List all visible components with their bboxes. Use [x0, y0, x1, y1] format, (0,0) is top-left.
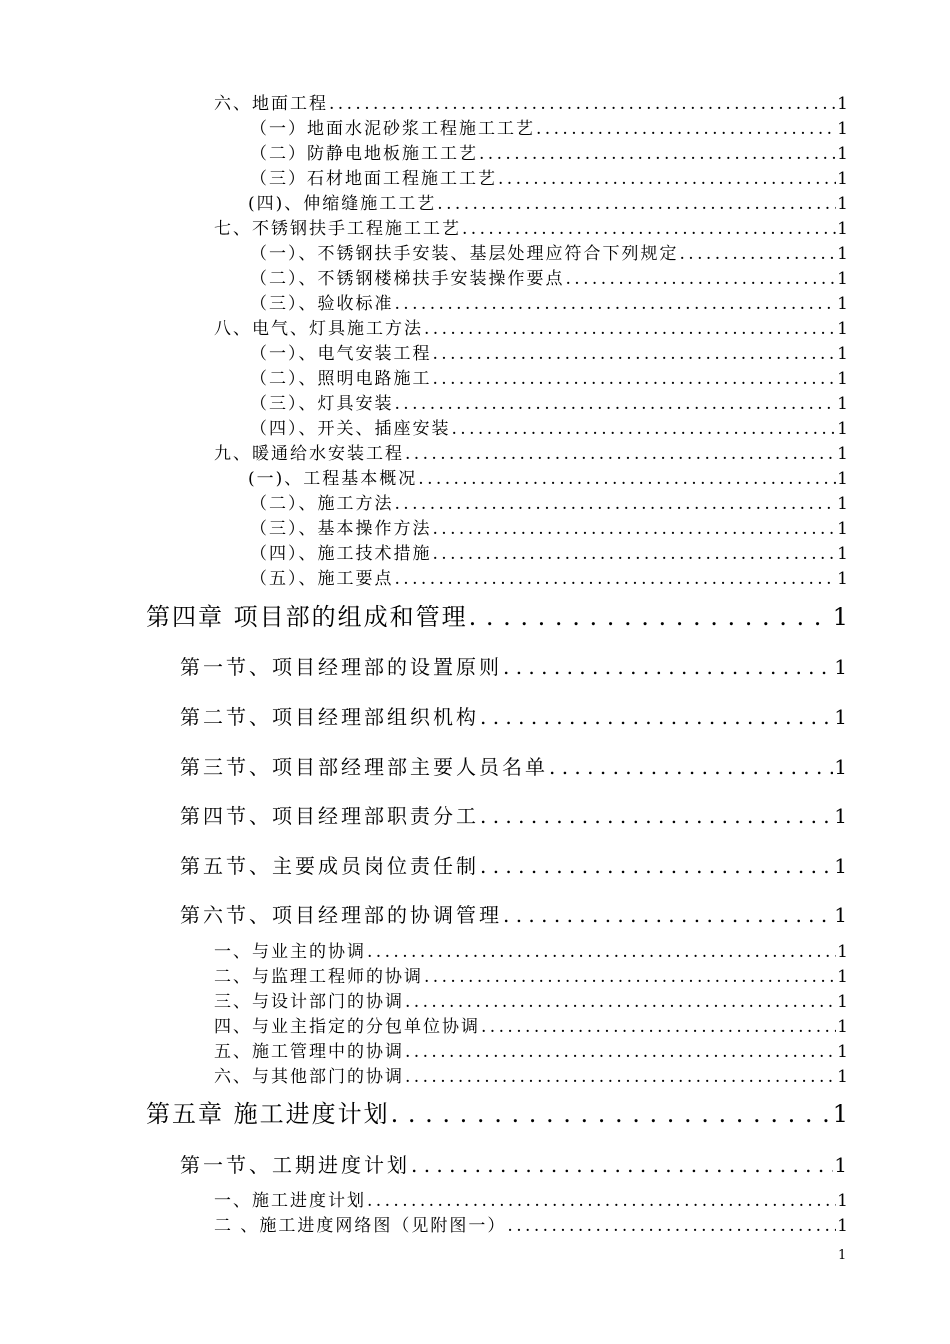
toc-leader-dots — [424, 965, 836, 989]
toc-entry-page: 1 — [832, 1100, 850, 1128]
toc-entry — [250, 517, 850, 541]
toc-entry-page: 1 — [837, 169, 850, 189]
toc-entry — [250, 417, 850, 441]
toc-entry-title: （二）、施工方法 — [250, 494, 394, 514]
toc-entry-page: 1 — [837, 94, 850, 114]
toc-leader-dots — [469, 600, 832, 634]
toc-entry — [214, 442, 850, 466]
toc-entry — [214, 940, 850, 964]
toc-entry-page: 1 — [837, 1017, 850, 1037]
toc-leader-dots — [480, 801, 833, 831]
toc-entry-title: （三）、基本操作方法 — [250, 519, 432, 539]
toc-entry — [214, 1189, 850, 1213]
toc-entry-page: 1 — [837, 219, 850, 239]
toc-leader-dots — [536, 117, 836, 141]
toc-entry-title: （二）、照明电路施工 — [250, 369, 432, 389]
toc-entry-page: 1 — [837, 494, 850, 514]
toc-entry — [214, 317, 850, 341]
toc-entry-title: （一）地面水泥砂浆工程施工工艺 — [250, 119, 535, 139]
toc-leader-dots — [503, 900, 833, 930]
toc-entry-title: （二）防静电地板施工工艺 — [250, 144, 478, 164]
toc-entry-title: （四）、开关、插座安装 — [250, 419, 451, 439]
toc-entry-title: 四、与业主指定的分包单位协调 — [214, 1017, 480, 1037]
toc-entry-page: 1 — [837, 519, 850, 539]
toc-entry — [250, 492, 850, 516]
toc-chapter-entry — [146, 1097, 850, 1131]
toc-leader-dots — [395, 492, 837, 516]
toc-entry-title: （三）、验收标准 — [250, 294, 394, 314]
toc-entry — [250, 142, 850, 166]
toc-entry-title: （一）、电气安装工程 — [250, 344, 432, 364]
toc-entry-page: 1 — [834, 903, 850, 927]
toc-leader-dots — [424, 317, 836, 341]
toc-entry-title: 九、暖通给水安装工程 — [214, 444, 404, 464]
toc-entry-title: （三）、灯具安装 — [250, 394, 394, 414]
toc-section-entry — [180, 702, 850, 732]
toc-entry-page: 1 — [837, 569, 850, 589]
toc-entry-title: 第一节、工期进度计划 — [180, 1153, 410, 1177]
toc-leader-dots — [480, 702, 833, 732]
toc-entry-title: (四)、伸缩缝施工工艺 — [248, 194, 437, 214]
toc-entry-page: 1 — [834, 1153, 850, 1177]
toc-leader-dots — [680, 242, 837, 266]
toc-entry-title: 第六节、项目经理部的协调管理 — [180, 903, 502, 927]
toc-entry-title: （二）、不锈钢楼梯扶手安装操作要点 — [250, 269, 565, 289]
toc-entry — [250, 167, 850, 191]
toc-leader-dots — [437, 192, 836, 216]
toc-leader-dots — [480, 851, 833, 881]
toc-entry-title: 五、施工管理中的协调 — [214, 1042, 404, 1062]
toc-entry — [250, 567, 850, 591]
toc-leader-dots — [479, 142, 836, 166]
toc-section-entry — [180, 652, 850, 682]
toc-entry-page: 1 — [837, 369, 850, 389]
toc-entry-title: 一、施工进度计划 — [214, 1191, 366, 1211]
toc-entry-page: 1 — [837, 1216, 850, 1236]
toc-entry-title: 第五节、主要成员岗位责任制 — [180, 854, 479, 878]
toc-entry-page: 1 — [837, 419, 850, 439]
toc-entry-page: 1 — [834, 804, 850, 828]
toc-entry-page: 1 — [837, 344, 850, 364]
toc-entry-page: 1 — [837, 269, 850, 289]
toc-leader-dots — [405, 990, 836, 1014]
toc-entry-title: （四）、施工技术措施 — [250, 544, 432, 564]
toc-entry-page: 1 — [834, 854, 850, 878]
toc-entry — [248, 467, 850, 491]
toc-leader-dots — [566, 267, 837, 291]
toc-entry — [214, 1065, 850, 1089]
toc-entry-page: 1 — [837, 544, 850, 564]
toc-entry-page: 1 — [837, 294, 850, 314]
toc-entry — [214, 1214, 850, 1238]
toc-leader-dots — [452, 417, 837, 441]
toc-entry-title: 七、不锈钢扶手工程施工工艺 — [214, 219, 461, 239]
toc-entry — [250, 267, 850, 291]
toc-entry-title: 第一节、项目经理部的设置原则 — [180, 655, 502, 679]
toc-entry-page: 1 — [837, 469, 850, 489]
toc-leader-dots — [433, 517, 837, 541]
toc-entry-title: 第四章 项目部的组成和管理 — [146, 603, 468, 631]
toc-entry — [250, 242, 850, 266]
toc-entry-page: 1 — [837, 244, 850, 264]
toc-leader-dots — [481, 1015, 836, 1039]
toc-leader-dots — [395, 567, 837, 591]
toc-entry — [250, 292, 850, 316]
toc-entry-page: 1 — [837, 1042, 850, 1062]
toc-entry-title: 第二节、项目经理部组织机构 — [180, 705, 479, 729]
toc-entry-title: 二、与监理工程师的协调 — [214, 967, 423, 987]
toc-leader-dots — [549, 752, 833, 782]
toc-entry — [214, 990, 850, 1014]
toc-leader-dots — [418, 467, 836, 491]
toc-entry — [214, 217, 850, 241]
toc-section-entry — [180, 900, 850, 930]
toc-leader-dots — [433, 342, 837, 366]
toc-entry-page: 1 — [837, 194, 850, 214]
toc-leader-dots — [503, 652, 833, 682]
toc-entry-page: 1 — [834, 705, 850, 729]
toc-entry-title: （三）石材地面工程施工工艺 — [250, 169, 497, 189]
toc-entry-page: 1 — [837, 319, 850, 339]
toc-section-entry — [180, 752, 850, 782]
toc-entry-page: 1 — [837, 144, 850, 164]
toc-entry-title: （一）、不锈钢扶手安装、基层处理应符合下列规定 — [250, 244, 679, 264]
toc-entry-page: 1 — [834, 755, 850, 779]
toc-leader-dots — [462, 217, 836, 241]
toc-entry-page: 1 — [837, 444, 850, 464]
toc-section-entry — [180, 1150, 850, 1180]
toc-entry-page: 1 — [837, 942, 850, 962]
toc-entry-title: 第三节、项目部经理部主要人员名单 — [180, 755, 548, 779]
toc-entry-title: 六、地面工程 — [214, 94, 328, 114]
toc-leader-dots — [411, 1150, 833, 1180]
toc-leader-dots — [391, 1097, 832, 1131]
toc-entry — [248, 192, 850, 216]
toc-entry-title: (一)、工程基本概况 — [248, 469, 418, 489]
toc-leader-dots — [395, 292, 837, 316]
toc-entry-title: 三、与设计部门的协调 — [214, 992, 404, 1012]
toc-entry-page: 1 — [837, 992, 850, 1012]
toc-leader-dots — [405, 1040, 836, 1064]
toc-entry-title: 六、与其他部门的协调 — [214, 1067, 404, 1087]
toc-leader-dots — [433, 367, 837, 391]
toc-entry — [250, 117, 850, 141]
toc-leader-dots — [433, 542, 837, 566]
toc-entry-title: 八、电气、灯具施工方法 — [214, 319, 423, 339]
toc-entry — [250, 367, 850, 391]
toc-entry-page: 1 — [837, 119, 850, 139]
toc-entry-page: 1 — [837, 394, 850, 414]
toc-entry-page: 1 — [837, 1191, 850, 1211]
toc-entry — [250, 542, 850, 566]
toc-entry — [214, 965, 850, 989]
toc-leader-dots — [367, 940, 836, 964]
toc-leader-dots — [405, 1065, 836, 1089]
toc-entry — [214, 1015, 850, 1039]
toc-entry-page: 1 — [834, 655, 850, 679]
toc-leader-dots — [329, 92, 836, 116]
toc-entry-page: 1 — [837, 1067, 850, 1087]
toc-chapter-entry — [146, 600, 850, 634]
toc-leader-dots — [498, 167, 836, 191]
toc-entry — [250, 342, 850, 366]
toc-entry — [250, 392, 850, 416]
toc-leader-dots — [395, 392, 837, 416]
toc-leader-dots — [367, 1189, 836, 1213]
page-number: 1 — [838, 1248, 847, 1263]
toc-section-entry — [180, 801, 850, 831]
toc-entry — [214, 1040, 850, 1064]
toc-entry — [214, 92, 850, 116]
toc-entry-title: 第五章 施工进度计划 — [146, 1100, 390, 1128]
toc-entry-page: 1 — [837, 967, 850, 987]
toc-leader-dots — [507, 1214, 836, 1238]
toc-section-entry — [180, 851, 850, 881]
toc-entry-title: （五）、施工要点 — [250, 569, 394, 589]
toc-entry-page: 1 — [832, 603, 850, 631]
toc-entry-title: 二 、施工进度网络图（见附图一） — [214, 1216, 507, 1236]
toc-entry-title: 一、与业主的协调 — [214, 942, 366, 962]
toc-entry-title: 第四节、项目经理部职责分工 — [180, 804, 479, 828]
toc-leader-dots — [405, 442, 836, 466]
